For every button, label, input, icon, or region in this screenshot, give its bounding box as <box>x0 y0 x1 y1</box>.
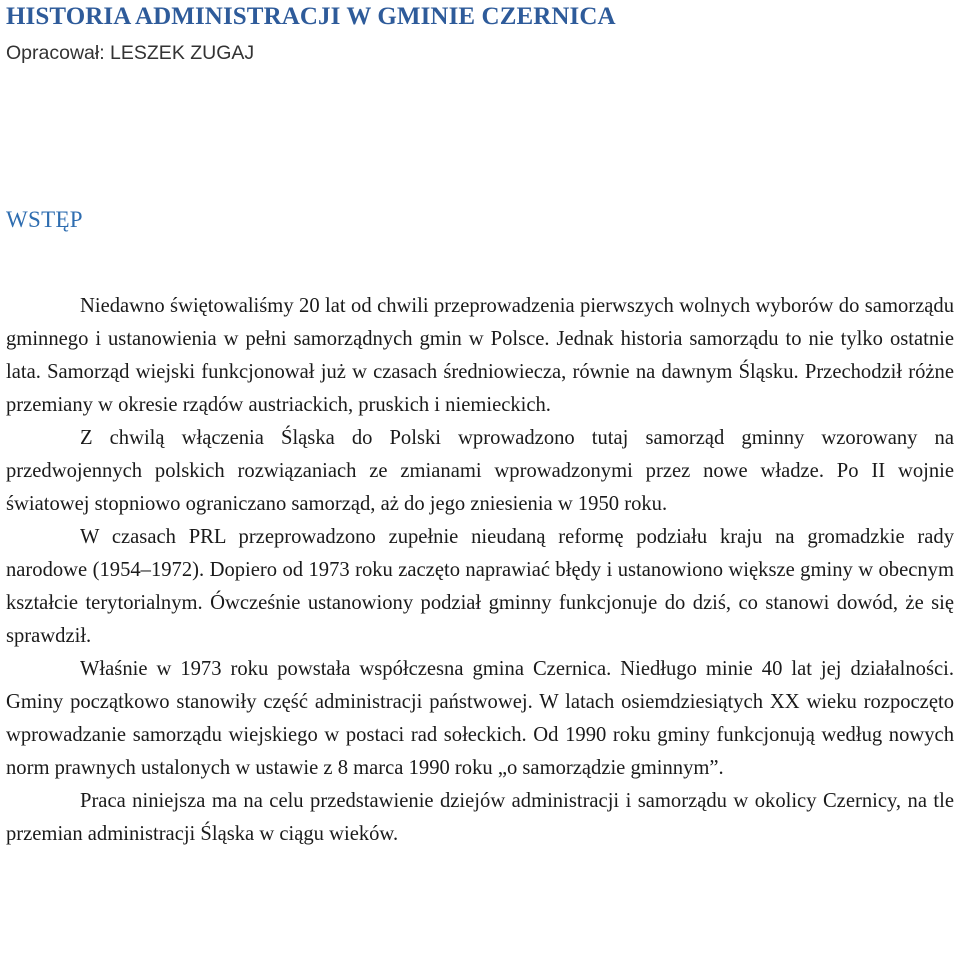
section-heading-intro: WSTĘP <box>6 207 83 232</box>
paragraph-2: Z chwilą włączenia Śląska do Polski wprowadzono tutaj samorząd gminny wzorowany na przedwojennych polskich rozwiązaniach ze zmianami wprowadzonymi przez nowe władze. Po II wojnie światowej stopniowo ograniczano samorząd, aż do jego zniesienia w 1950 roku. <box>6 427 954 515</box>
document-title: HISTORIA ADMINISTRACJI W GMINIE CZERNICA <box>6 3 616 30</box>
paragraph-5: Praca niniejsza ma na celu przedstawienie dziejów administracji i samorządu w okolicy Czernicy, na tle przemian administracji Śląska w ciągu wieków. <box>6 790 954 845</box>
document-body <box>6 290 954 851</box>
paragraph-3: W czasach PRL przeprowadzono zupełnie nieudaną reformę podziału kraju na gromadzkie rady narodowe (1954–1972). Dopiero od 1973 roku zaczęto naprawiać błędy i ustanowiono większe gminy w obecnym kształcie terytorialnym. Ówcześnie ustanowiony podział gminny funkcjonuje do dziś, co stanowi dowód, że się sprawdził. <box>6 526 954 647</box>
document-author: Opracował: LESZEK ZUGAJ <box>6 42 255 64</box>
paragraph-4: Właśnie w 1973 roku powstała współczesna gmina Czernica. Niedługo minie 40 lat jej działalności. Gminy początkowo stanowiły część administracji państwowej. W latach osiemdziesiątych XX wieku rozpoczęto wprowadzanie samorządu wiejskiego w postaci rad sołeckich. Od 1990 roku gminy funkcjonują według nowych norm prawnych ustalonych w ustawie z 8 marca 1990 roku „o samorządzie gminnym”. <box>6 658 954 779</box>
paragraph-1: Niedawno świętowaliśmy 20 lat od chwili przeprowadzenia pierwszych wolnych wyborów do samorządu gminnego i ustanowienia w pełni samorządnych gmin w Polsce. Jednak historia samorządu to nie tylko ostatnie lata. Samorząd wiejski funkcjonował już w czasach średniowiecza, równie na dawnym Śląsku. Przechodził różne przemiany w okresie rządów austriackich, pruskich i niemieckich. <box>6 295 954 416</box>
